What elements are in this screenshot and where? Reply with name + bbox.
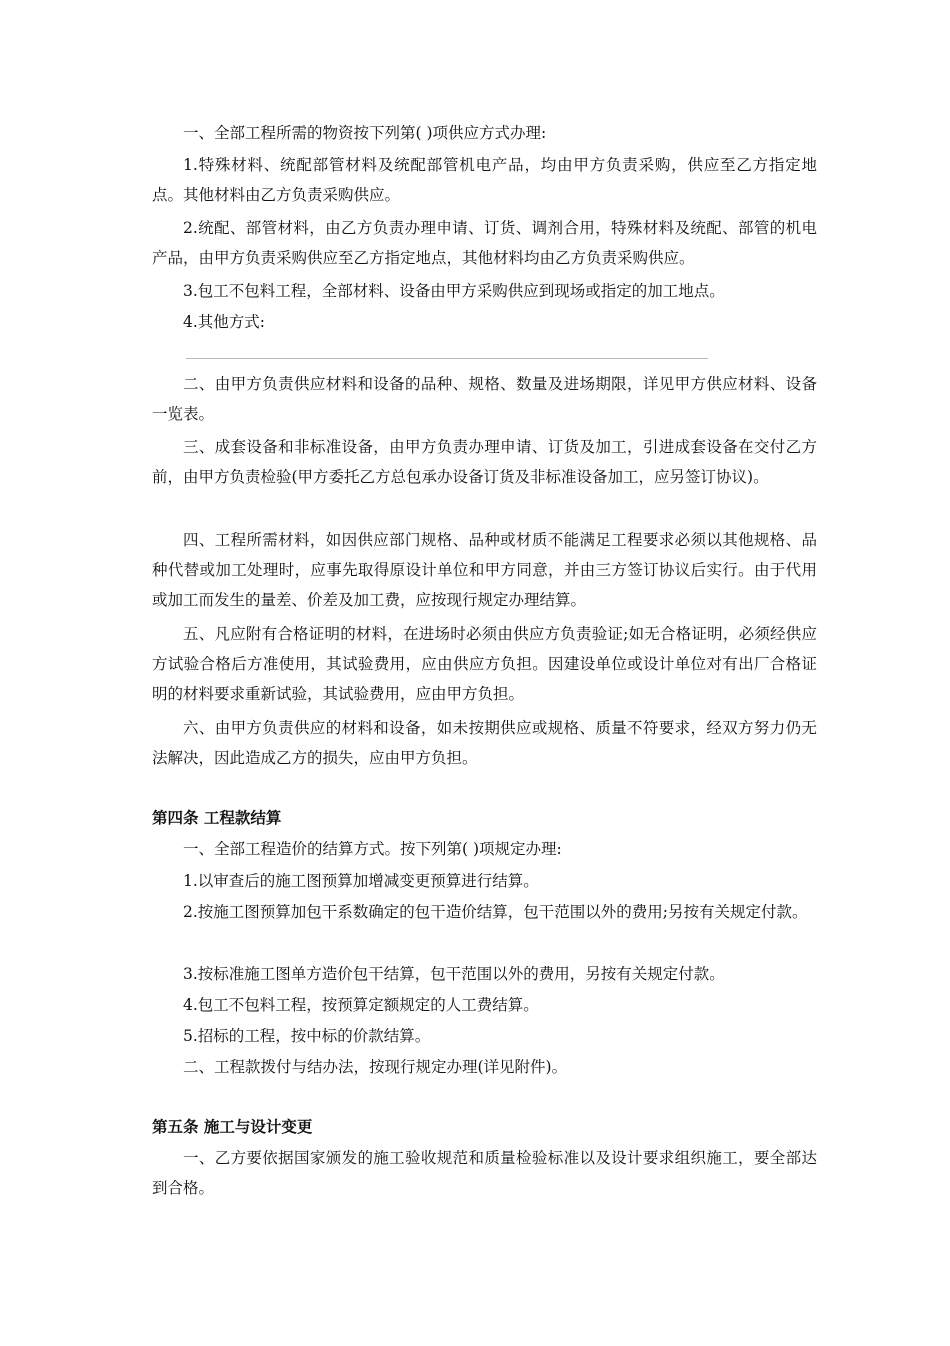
section-heading-payment-settlement: 第四条 工程款结算 [152,809,282,827]
paragraph-supply-delay-loss: 六、由甲方负责供应的材料和设备，如未按期供应或规格、质量不符要求，经双方努力仍无法解决，因此造成乙方的损失，应由甲方负担。 [152,719,817,767]
paragraph-material-list: 二、由甲方负责供应材料和设备的品种、规格、数量及进场期限，详见甲方供应材料、设备一览表。 [152,375,817,423]
paragraph-settlement-option-3: 3.按标准施工图单方造价包干结算，包干范围以外的费用，另按有关规定付款。 [183,965,725,983]
section-heading-construction-design-change: 第五条 施工与设计变更 [152,1118,313,1136]
blank-fill-line [186,358,708,359]
paragraph-complete-equipment: 三、成套设备和非标准设备，由甲方负责办理申请、订货及加工，引进成套设备在交付乙方前，由甲方负责检验(甲方委托乙方总包承办设备订货及非标准设备加工，应另签订协议)。 [152,438,817,486]
paragraph-material-option-4: 4.其他方式: [183,313,266,331]
paragraph-settlement-option-4: 4.包工不包料工程，按预算定额规定的人工费结算。 [183,996,539,1014]
paragraph-construction-standards: 一、乙方要依据国家颁发的施工验收规范和质量检验标准以及设计要求组织施工，要全部达到合格。 [152,1149,817,1197]
paragraph-certificate-verification: 五、凡应附有合格证明的材料，在进场时必须由供应方负责验证;如无合格证明，必须经供应方试验合格后方准使用，其试验费用，应由供应方负担。因建设单位或设计单位对有出厂合格证明的材料要求重新试验，其试验费用，应由甲方负担。 [152,625,817,703]
paragraph-material-supply-method: 一、全部工程所需的物资按下列第( )项供应方式办理: [183,124,547,142]
paragraph-settlement-option-1: 1.以审查后的施工图预算加增减变更预算进行结算。 [183,872,539,890]
paragraph-material-option-3: 3.包工不包料工程，全部材料、设备由甲方采购供应到现场或指定的加工地点。 [183,282,725,300]
paragraph-settlement-method: 一、全部工程造价的结算方式。按下列第( )项规定办理: [183,840,562,858]
paragraph-material-option-1: 1.特殊材料、统配部管材料及统配部管机电产品，均由甲方负责采购，供应至乙方指定地点。其他材料由乙方负责采购供应。 [152,156,817,204]
paragraph-material-option-2: 2.统配、部管材料，由乙方负责办理申请、订货、调剂合用，特殊材料及统配、部管的机电产品，由甲方负责采购供应至乙方指定地点，其他材料均由乙方负责采购供应。 [152,219,817,267]
paragraph-settlement-option-5: 5.招标的工程，按中标的价款结算。 [183,1027,431,1045]
paragraph-settlement-option-2: 2.按施工图预算加包干系数确定的包干造价结算，包干范围以外的费用;另按有关规定付款。 [183,903,808,921]
paragraph-payment-disbursement: 二、工程款拨付与结办法，按现行规定办理(详见附件)。 [183,1058,568,1076]
paragraph-material-substitution: 四、工程所需材料，如因供应部门规格、品种或材质不能满足工程要求必须以其他规格、品种代替或加工处理时，应事先取得原设计单位和甲方同意，并由三方签订协议后实行。由于代用或加工而发生的量差、价差及加工费，应按现行规定办理结算。 [152,531,817,609]
